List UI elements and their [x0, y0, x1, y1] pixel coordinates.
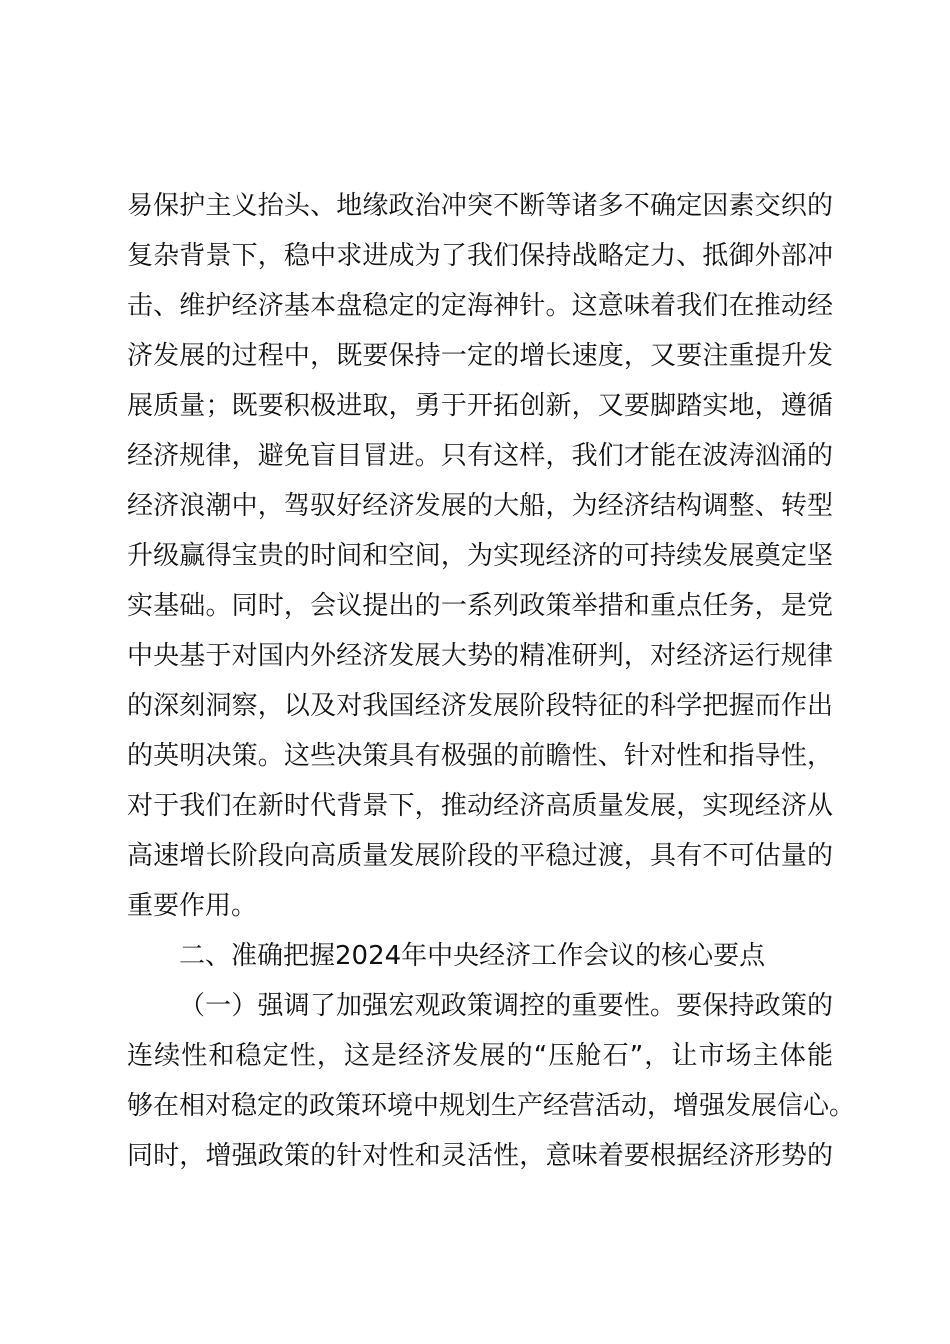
- text-line: 的深刻洞察，以及对我国经济发展阶段特征的科学把握而作出: [127, 691, 833, 721]
- text-line: 经济浪潮中，驾驭好经济发展的大船，为经济结构调整、转型: [127, 491, 833, 521]
- text-line: 复杂背景下，稳中求进成为了我们保持战略定力、抵御外部冲: [127, 241, 833, 271]
- text-line: 中央基于对国内外经济发展大势的精准研判，对经济运行规律: [127, 641, 833, 671]
- text-line: 的英明决策。这些决策具有极强的前瞻性、针对性和指导性，: [127, 741, 833, 771]
- text-line: 高速增长阶段向高质量发展阶段的平稳过渡，具有不可估量的: [127, 841, 833, 871]
- section-heading: 二、准确把握2024年中央经济工作会议的核心要点: [179, 941, 766, 971]
- text-line: 连续性和稳定性，这是经济发展的“压舱石”，让市场主体能: [127, 1041, 833, 1071]
- text-line: 经济规律，避免盲目冒进。只有这样，我们才能在波涛汹涌的: [127, 441, 833, 471]
- text-line: 对于我们在新时代背景下，推动经济高质量发展，实现经济从: [127, 791, 833, 821]
- text-line: （一）强调了加强宏观政策调控的重要性。要保持政策的: [179, 991, 833, 1021]
- text-line: 同时，增强政策的针对性和灵活性，意味着要根据经济形势的: [127, 1141, 833, 1171]
- text-line: 够在相对稳定的政策环境中规划生产经营活动，增强发展信心。: [127, 1091, 856, 1121]
- text-line: 升级赢得宝贵的时间和空间，为实现经济的可持续发展奠定坚: [127, 541, 833, 571]
- text-line: 展质量；既要积极进取，勇于开拓创新，又要脚踏实地，遵循: [127, 391, 833, 421]
- text-line: 易保护主义抬头、地缘政治冲突不断等诸多不确定因素交织的: [127, 191, 833, 221]
- text-line: 重要作用。: [127, 891, 258, 921]
- text-line: 击、维护经济基本盘稳定的定海神针。这意味着我们在推动经: [127, 291, 833, 321]
- text-line: 实基础。同时，会议提出的一系列政策举措和重点任务，是党: [127, 591, 833, 621]
- text-line: 济发展的过程中，既要保持一定的增长速度，又要注重提升发: [127, 341, 833, 371]
